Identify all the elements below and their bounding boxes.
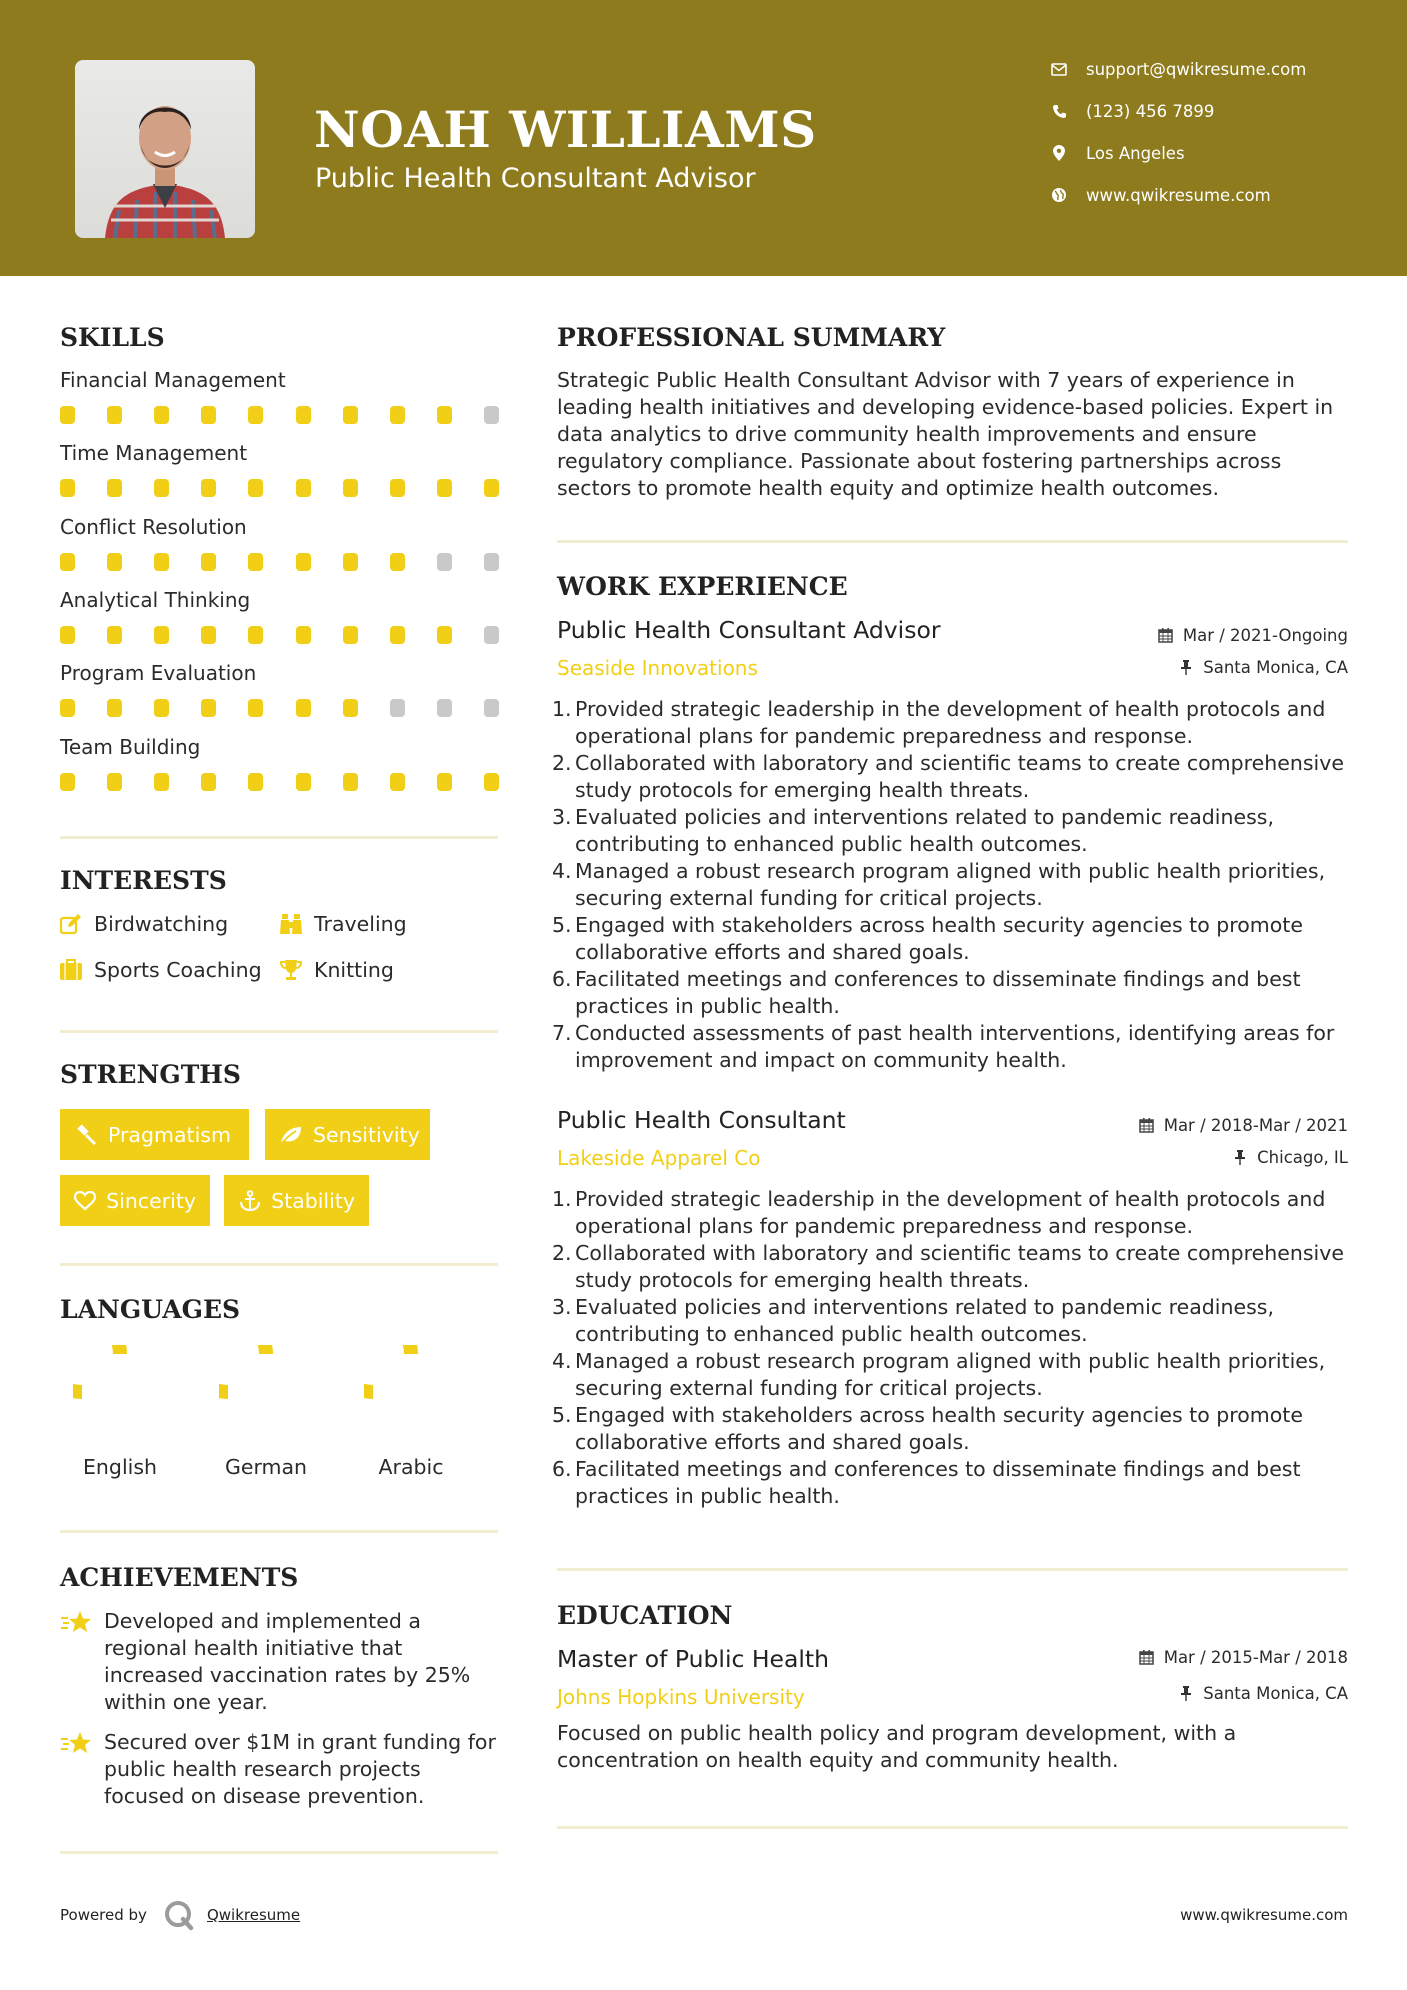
skill-dot-filled	[437, 626, 452, 644]
skill-dot-filled	[154, 773, 169, 791]
skill-rating	[60, 553, 500, 571]
job-location	[1178, 658, 1348, 677]
language-item-arabic	[351, 1345, 471, 1479]
strength-badge-pragmatism	[60, 1109, 249, 1160]
job-dates-text: Mar / 2018-Mar / 2021	[1163, 1116, 1348, 1135]
strength-badge-stability	[224, 1175, 369, 1226]
interest-label: Birdwatching	[94, 912, 229, 936]
contact-website-text: www.qwikresume.com	[1086, 185, 1271, 205]
skill-dot-filled	[107, 773, 122, 791]
achievement-item	[60, 1608, 500, 1716]
anchor-icon	[238, 1190, 261, 1212]
contact-email-text: support@qwikresume.com	[1086, 59, 1307, 79]
skill-dot-filled	[60, 406, 75, 424]
skill-label: Analytical Thinking	[60, 587, 251, 612]
job-bullet: 6. Facilitated meetings and conferences to disseminate findings and best practices in public health.	[552, 1457, 1301, 1508]
skill-dot-filled	[248, 406, 263, 424]
skill-dot-filled	[390, 773, 405, 791]
job-location-text: Chicago, IL	[1257, 1148, 1348, 1167]
contact-website[interactable]	[1050, 182, 1380, 208]
skill-dot-filled	[248, 479, 263, 497]
job-bullet: 2. Collaborated with laboratory and scientific teams to create comprehensive study protocols for emerging health threats.	[552, 1241, 1344, 1292]
header-banner	[0, 0, 1407, 276]
calendar-icon	[1139, 1118, 1155, 1134]
skill-label: Financial Management	[60, 368, 286, 392]
skill-rating	[60, 406, 500, 424]
language-item-english	[60, 1345, 180, 1479]
contact-location-text: Los Angeles	[1086, 143, 1185, 163]
degree-title: Master of Public Health	[557, 1645, 830, 1673]
pushpin-icon	[1232, 1150, 1248, 1166]
job-bullet: 2. Collaborated with laboratory and scientific teams to create comprehensive study protocols for emerging health threats.	[552, 751, 1344, 802]
education-location	[1178, 1684, 1348, 1703]
skill-dot-filled	[154, 553, 169, 571]
skill-dot-filled	[201, 699, 216, 717]
powered-by-text: Powered by	[60, 1906, 147, 1924]
strengths-heading: STRENGTHS	[60, 1060, 241, 1089]
company-name: Lakeside Apparel Co	[557, 1146, 761, 1170]
job-dates-text: Mar / 2021-Ongoing	[1182, 626, 1348, 645]
skill-dot-filled	[248, 699, 263, 717]
divider	[557, 540, 1348, 543]
skill-dot-filled	[107, 699, 122, 717]
skill-dot-empty	[437, 699, 452, 717]
skill-dot-empty	[437, 553, 452, 571]
company-name: Seaside Innovations	[557, 656, 758, 680]
heart-icon	[74, 1190, 96, 1212]
skill-dot-filled	[390, 479, 405, 497]
skill-dot-filled	[60, 773, 75, 791]
job-location	[1232, 1148, 1348, 1167]
skill-rating	[60, 773, 500, 791]
skill-dot-filled	[60, 553, 75, 571]
language-label: Arabic	[378, 1455, 444, 1479]
skill-dot-filled	[343, 626, 358, 644]
interest-item-knitting	[278, 955, 394, 985]
trophy-icon	[278, 958, 304, 982]
interest-item-traveling	[278, 909, 407, 939]
skill-dot-filled	[154, 406, 169, 424]
language-label: German	[224, 1455, 308, 1479]
school-name: Johns Hopkins University	[557, 1685, 805, 1709]
job-bullet: 5. Engaged with stakeholders across health security agencies to promote collaborative efforts and shared goals.	[552, 913, 1303, 964]
calendar-icon	[1158, 628, 1174, 644]
skill-dot-filled	[296, 479, 311, 497]
language-proficiency-ring	[73, 1345, 167, 1439]
strength-badge-sincerity	[60, 1175, 210, 1226]
skill-dot-filled	[201, 479, 216, 497]
experience-heading: WORK EXPERIENCE	[557, 572, 848, 601]
job-bullet: 3. Evaluated policies and interventions related to pandemic readiness, contributing to enhanced public health outcomes.	[552, 1295, 1274, 1346]
job-location-text: Santa Monica, CA	[1203, 658, 1348, 677]
strength-label: Sensitivity	[313, 1122, 420, 1147]
globe-icon	[1050, 186, 1068, 204]
skill-dot-filled	[437, 406, 452, 424]
education-description: Focused on public health policy and program development, with a concentration on health equity and community health.	[557, 1721, 1237, 1772]
skill-label: Team Building	[60, 734, 201, 759]
footer-powered-by	[60, 1897, 300, 1933]
skill-dot-filled	[296, 773, 311, 791]
contact-location	[1050, 140, 1380, 166]
job-bullet: 6. Facilitated meetings and conferences to disseminate findings and best practices in public health.	[552, 967, 1301, 1018]
skill-dot-filled	[390, 553, 405, 571]
skill-dot-filled	[107, 479, 122, 497]
skill-dot-filled	[201, 773, 216, 791]
contact-phone-text: (123) 456 7899	[1086, 101, 1215, 121]
divider	[557, 1568, 1348, 1571]
skill-dot-filled	[296, 699, 311, 717]
skill-dot-filled	[484, 479, 499, 497]
strength-label: Pragmatism	[108, 1122, 231, 1147]
education-dates	[1139, 1648, 1348, 1667]
skill-dot-filled	[390, 406, 405, 424]
achievement-text: Secured over $1M in grant funding for public health research projects focused on disease prevention.	[104, 1730, 496, 1808]
skill-label: Conflict Resolution	[60, 514, 247, 539]
job-bullets	[552, 1186, 1362, 1510]
job-bullet: 3. Evaluated policies and interventions related to pandemic readiness, contributing to enhanced public health outcomes.	[552, 805, 1274, 856]
skill-dot-filled	[107, 626, 122, 644]
gavel-icon	[74, 1124, 98, 1146]
language-ring-arc	[73, 1345, 120, 1392]
skill-dot-filled	[154, 479, 169, 497]
binoculars-icon	[278, 912, 304, 936]
language-proficiency-ring	[364, 1345, 458, 1439]
candidate-title: Public Health Consultant Advisor	[315, 163, 756, 194]
skill-dot-filled	[343, 406, 358, 424]
skill-dot-filled	[107, 553, 122, 571]
language-item-german	[206, 1345, 326, 1479]
strength-label: Sincerity	[106, 1188, 196, 1213]
summary-text: Strategic Public Health Consultant Advisor with 7 years of experience in leading health initiatives and developing evidence-based policies. Expert in data analytics to drive community health improvements and ensure regulatory compliance. Passionate about fostering partnerships across sectors to promote health equity and optimize health outcomes.	[557, 368, 1334, 500]
skill-dot-filled	[484, 773, 499, 791]
skill-dot-filled	[390, 626, 405, 644]
skill-label: Time Management	[60, 441, 248, 466]
pushpin-icon	[1178, 1686, 1194, 1702]
envelope-icon	[1050, 60, 1068, 78]
skill-dot-empty	[484, 699, 499, 717]
job-bullet: 4. Managed a robust research program aligned with public health priorities, securing external funding for critical projects.	[552, 859, 1326, 910]
qwikresume-link[interactable]: Qwikresume	[206, 1906, 301, 1924]
skill-label: Program Evaluation	[60, 661, 257, 686]
job-bullets	[552, 696, 1362, 1074]
skill-dot-filled	[60, 479, 75, 497]
skill-dot-filled	[343, 773, 358, 791]
skill-dot-empty	[484, 626, 499, 644]
language-proficiency-ring	[219, 1345, 313, 1439]
education-location-text: Santa Monica, CA	[1203, 1684, 1348, 1703]
interest-label: Traveling	[314, 912, 407, 936]
achievement-item	[60, 1729, 500, 1810]
language-ring-arc	[219, 1345, 266, 1392]
summary-heading: PROFESSIONAL SUMMARY	[557, 323, 946, 352]
education-heading: EDUCATION	[557, 1601, 733, 1630]
interest-label: Knitting	[314, 958, 394, 982]
skill-dot-filled	[248, 626, 263, 644]
map-pin-icon	[1050, 144, 1068, 162]
strength-label: Stability	[271, 1188, 355, 1213]
achievements-heading: ACHIEVEMENTS	[60, 1563, 299, 1592]
skill-dot-filled	[60, 626, 75, 644]
pencil-square-icon	[58, 912, 84, 936]
star-icon	[60, 1729, 94, 1759]
interest-item-birdwatching	[58, 909, 228, 939]
contact-email[interactable]	[1050, 56, 1380, 82]
divider	[60, 836, 498, 839]
skill-dot-filled	[107, 406, 122, 424]
strength-badge-sensitivity	[265, 1109, 430, 1160]
skill-dot-filled	[437, 479, 452, 497]
skill-rating	[60, 699, 500, 717]
divider	[60, 1263, 498, 1266]
leaf-icon	[279, 1124, 303, 1146]
skill-dot-filled	[437, 773, 452, 791]
skill-dot-filled	[154, 626, 169, 644]
skills-heading: SKILLS	[60, 323, 165, 352]
profile-photo	[75, 60, 255, 238]
achievement-text: Developed and implemented a regional health initiative that increased vaccination rates by 25% within one year.	[104, 1609, 471, 1714]
skill-dot-empty	[484, 406, 499, 424]
job-bullet: 1. Provided strategic leadership in the development of health protocols and operational plans for pandemic preparedness and response.	[552, 1187, 1326, 1238]
candidate-name: NOAH WILLIAMS	[314, 100, 817, 159]
skill-rating	[60, 479, 500, 497]
interests-heading: INTERESTS	[60, 866, 227, 895]
skill-dot-filled	[201, 406, 216, 424]
job-bullet: 4. Managed a robust research program aligned with public health priorities, securing external funding for critical projects.	[552, 1349, 1326, 1400]
skill-dot-empty	[484, 553, 499, 571]
job-dates	[1158, 626, 1348, 645]
job-bullet: 5. Engaged with stakeholders across health security agencies to promote collaborative efforts and shared goals.	[552, 1403, 1303, 1454]
skill-dot-filled	[296, 406, 311, 424]
skill-rating	[60, 626, 500, 644]
language-label: English	[82, 1455, 158, 1479]
job-bullet: 7. Conducted assessments of past health interventions, identifying areas for improvement and impact on community health.	[552, 1021, 1335, 1072]
skill-dot-filled	[60, 699, 75, 717]
skill-dot-filled	[343, 479, 358, 497]
skill-dot-filled	[343, 699, 358, 717]
skill-dot-filled	[343, 553, 358, 571]
contact-phone[interactable]	[1050, 98, 1380, 124]
divider	[557, 1826, 1348, 1829]
job-bullet: 1. Provided strategic leadership in the development of health protocols and operational plans for pandemic preparedness and response.	[552, 697, 1326, 748]
skill-dot-filled	[248, 773, 263, 791]
job-title: Public Health Consultant Advisor	[557, 616, 941, 644]
education-dates-text: Mar / 2015-Mar / 2018	[1163, 1648, 1348, 1667]
skill-dot-filled	[296, 626, 311, 644]
divider	[60, 1851, 498, 1854]
star-icon	[60, 1608, 94, 1638]
skill-dot-filled	[248, 553, 263, 571]
qwikresume-logo-icon	[163, 1899, 195, 1931]
language-ring-arc	[364, 1345, 411, 1392]
job-dates	[1139, 1116, 1348, 1135]
calendar-icon	[1139, 1650, 1155, 1666]
profile-photo-illustration	[75, 60, 255, 238]
briefcase-icon	[58, 958, 84, 982]
pushpin-icon	[1178, 660, 1194, 676]
divider	[60, 1030, 498, 1033]
interest-item-sports-coaching	[58, 955, 262, 985]
skill-dot-filled	[296, 553, 311, 571]
skill-dot-filled	[201, 626, 216, 644]
phone-icon	[1050, 102, 1068, 120]
job-title: Public Health Consultant	[557, 1106, 846, 1134]
footer-website[interactable]: www.qwikresume.com	[1180, 1906, 1348, 1924]
languages-heading: LANGUAGES	[60, 1295, 241, 1324]
skill-dot-filled	[201, 553, 216, 571]
interest-label: Sports Coaching	[94, 958, 262, 982]
divider	[60, 1530, 498, 1533]
skill-dot-empty	[390, 699, 405, 717]
skill-dot-filled	[154, 699, 169, 717]
